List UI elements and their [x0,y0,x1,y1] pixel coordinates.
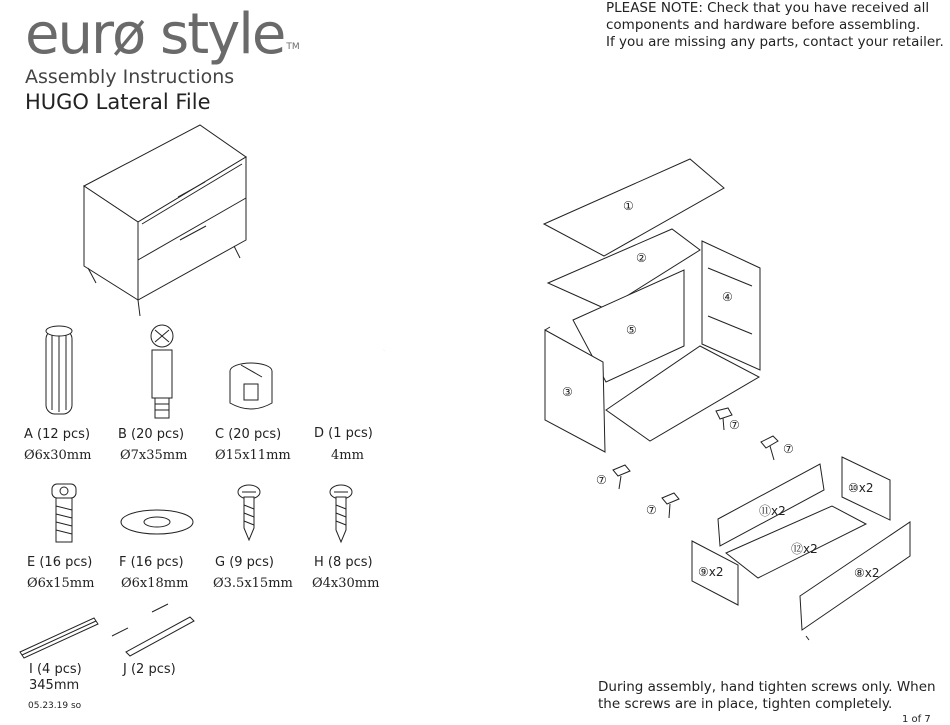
hardware-d-label: D (1 pcs) [314,426,373,441]
drawer-handle-icon [112,604,194,656]
hardware-a-label: A (12 pcs) [24,427,91,442]
document-subtitle: Assembly Instructions [25,66,235,88]
hardware-e-label: E (16 pcs) [27,555,93,570]
hardware-h-label: H (8 pcs) [314,555,373,570]
part-7-label-b: ⑦ [783,442,794,456]
part-7-label-a: ⑦ [729,418,740,432]
hardware-g-label: G (9 pcs) [215,555,274,570]
drawer-rail-icon [20,618,98,658]
hardware-i-label: I (4 pcs) [29,662,82,677]
part-1-top-panel [544,159,724,256]
brand-name: eurø style [25,2,285,67]
part-5-label: ⑤ [626,323,637,337]
hardware-i-dim: 345mm [29,678,80,693]
part-12-label: ⑫x2 [791,542,818,556]
tip-line-1: During assembly, hand tighten screws only. When [598,679,936,695]
note-line-2: components and hardware before assembling. [606,17,921,33]
hardware-j-label: J (2 pcs) [123,662,176,677]
part-4-right-side [702,241,760,370]
hardware-e-dim: Ø6x15mm [27,576,95,591]
note-line-1: PLEASE NOTE: Check that you have received all [606,0,930,16]
part-8-label: ⑧x2 [854,566,880,580]
part-3-label: ③ [562,385,573,399]
tightening-tip [598,679,938,713]
wood-screw-icon [238,485,260,540]
cam-lock-icon [230,363,272,409]
revision-date: 05.23.19 so [28,701,82,711]
hardware-h-dim: Ø4x30mm [312,576,380,591]
tip-line-2: the screws are in place, tighten completely. [598,696,893,712]
page-number: 1 of 7 [902,714,931,725]
part-1-label: ① [623,199,634,213]
assembled-cabinet-illustration [84,125,246,316]
part-10-label: ⑩x2 [848,481,874,495]
exploded-view-diagram [544,159,910,640]
cam-bolt-icon [151,325,173,418]
part-11-label: ⑪x2 [759,504,786,518]
allen-key-icon [325,350,384,408]
hardware-b-label: B (20 pcs) [118,427,185,442]
part-2-label: ② [636,251,647,265]
part-7-label-d: ⑦ [646,503,657,517]
hardware-f-dim: Ø6x18mm [121,576,189,591]
part-7-label-c: ⑦ [596,473,607,487]
hardware-a-dim: Ø6x30mm [24,448,92,463]
hardware-d-dim: 4mm [331,448,364,463]
hardware-c-dim: Ø15x11mm [215,448,291,463]
hardware-f-label: F (16 pcs) [119,555,184,570]
washer-icon [121,510,193,534]
trademark: TM [286,42,300,52]
hardware-c-label: C (20 pcs) [215,427,282,442]
part-4-label: ④ [722,290,733,304]
product-title: HUGO Lateral File [25,90,211,114]
note-line-3: If you are missing any parts, contact your retailer. [606,34,944,50]
hardware-b-dim: Ø7x35mm [120,448,188,463]
wood-dowel-icon [46,326,72,414]
machine-screw-icon [52,484,76,542]
part-9-label: ⑨x2 [698,565,724,579]
hardware-g-dim: Ø3.5x15mm [213,576,293,591]
wood-screw-long-icon [330,485,352,542]
